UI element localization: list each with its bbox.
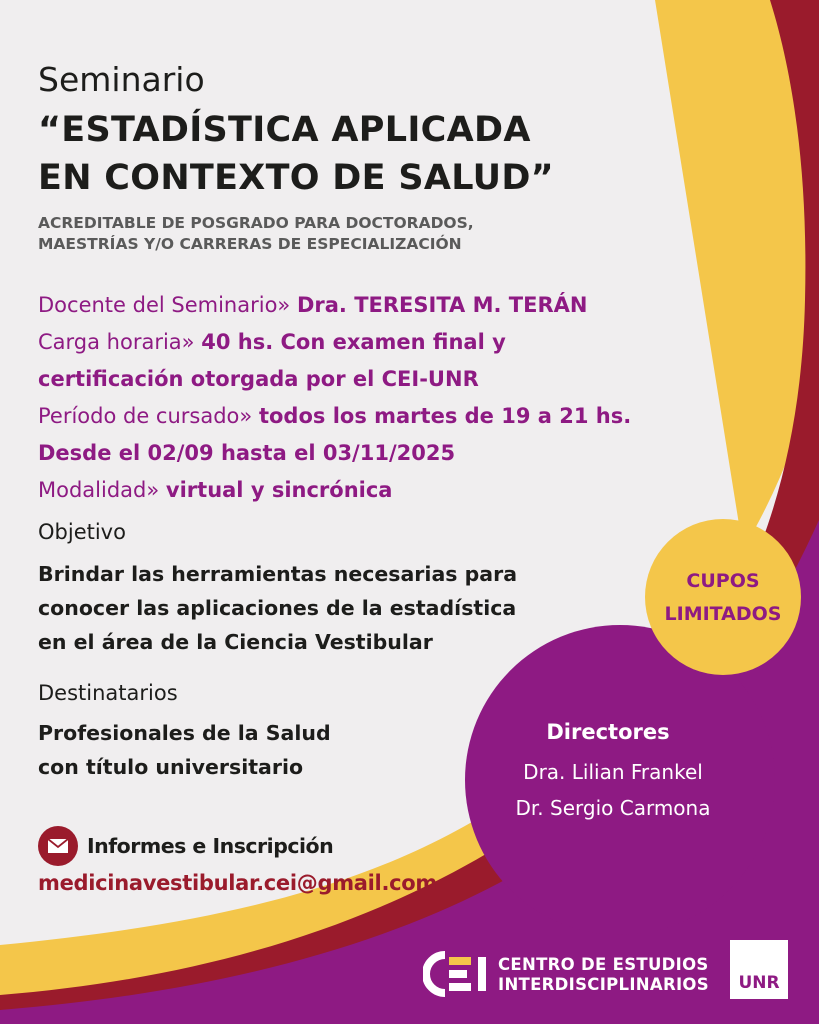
director-name-1: Dra. Lilian Frankel	[523, 760, 703, 784]
title-line-2: EN CONTEXTO DE SALUD”	[38, 158, 554, 198]
docente-value: Dra. TERESITA M. TERÁN	[296, 293, 588, 317]
informes-label: Informes e Inscripción	[87, 834, 334, 858]
carga-value-2: certificación otorgada por el CEI-UNR	[38, 367, 479, 391]
seminar-details	[38, 287, 631, 509]
contact-email-link[interactable]: medicinavestibular.cei@gmail.com	[38, 871, 437, 895]
accreditation-note	[38, 213, 474, 255]
objetivo-label: Objetivo	[38, 520, 126, 544]
docente-row	[38, 287, 631, 324]
destinatarios-line-1: Profesionales de la Salud	[38, 721, 331, 745]
cei-line-2: INTERDISCIPLINARIOS	[498, 975, 709, 994]
modalidad-label: Modalidad»	[38, 478, 160, 502]
directors-title: Directores	[546, 720, 670, 744]
informes-heading	[38, 826, 333, 866]
objetivo-text	[38, 557, 517, 659]
periodo-value-2: Desde el 02/09 hasta el 03/11/2025	[38, 441, 456, 465]
unr-label: UNR	[738, 973, 780, 993]
title-line-1: “ESTADÍSTICA APLICADA	[38, 110, 531, 150]
unr-logo	[730, 940, 788, 999]
envelope-icon	[38, 826, 78, 866]
accreditation-line-2: MAESTRÍAS Y/O CARRERAS DE ESPECIALIZACIÓN	[38, 235, 462, 253]
objetivo-line-1: Brindar las herramientas necesarias para	[38, 562, 518, 586]
objetivo-line-2: conocer las aplicaciones de la estadística	[38, 596, 517, 620]
carga-value-1: 40 hs. Con examen final y	[201, 330, 506, 354]
carga-row	[38, 324, 631, 361]
periodo-value-1: todos los martes de 19 a 21 hs.	[258, 404, 632, 428]
seminar-title	[38, 106, 554, 202]
cei-name	[498, 955, 709, 995]
director-name-2: Dr. Sergio Carmona	[515, 796, 711, 820]
periodo-label: Período de cursado»	[38, 404, 253, 428]
periodo-row	[38, 398, 631, 435]
docente-label: Docente del Seminario»	[38, 293, 291, 317]
cupos-badge	[627, 521, 819, 674]
modalidad-row	[38, 472, 631, 509]
destinatarios-text	[38, 716, 331, 784]
destinatarios-line-2: con título universitario	[38, 755, 304, 779]
cupos-line-2: LIMITADOS	[664, 602, 782, 625]
cei-logo-icon	[423, 951, 493, 997]
modalidad-value: virtual y sincrónica	[165, 478, 393, 502]
cei-line-1: CENTRO DE ESTUDIOS	[498, 955, 709, 974]
destinatarios-label: Destinatarios	[38, 681, 178, 705]
seminar-kicker: Seminario	[38, 60, 205, 99]
accreditation-line-1: ACREDITABLE DE POSGRADO PARA DOCTORADOS,	[38, 214, 474, 232]
carga-label: Carga horaria»	[38, 330, 195, 354]
objetivo-line-3: en el área de la Ciencia Vestibular	[38, 630, 433, 654]
cupos-line-1: CUPOS	[686, 569, 760, 592]
